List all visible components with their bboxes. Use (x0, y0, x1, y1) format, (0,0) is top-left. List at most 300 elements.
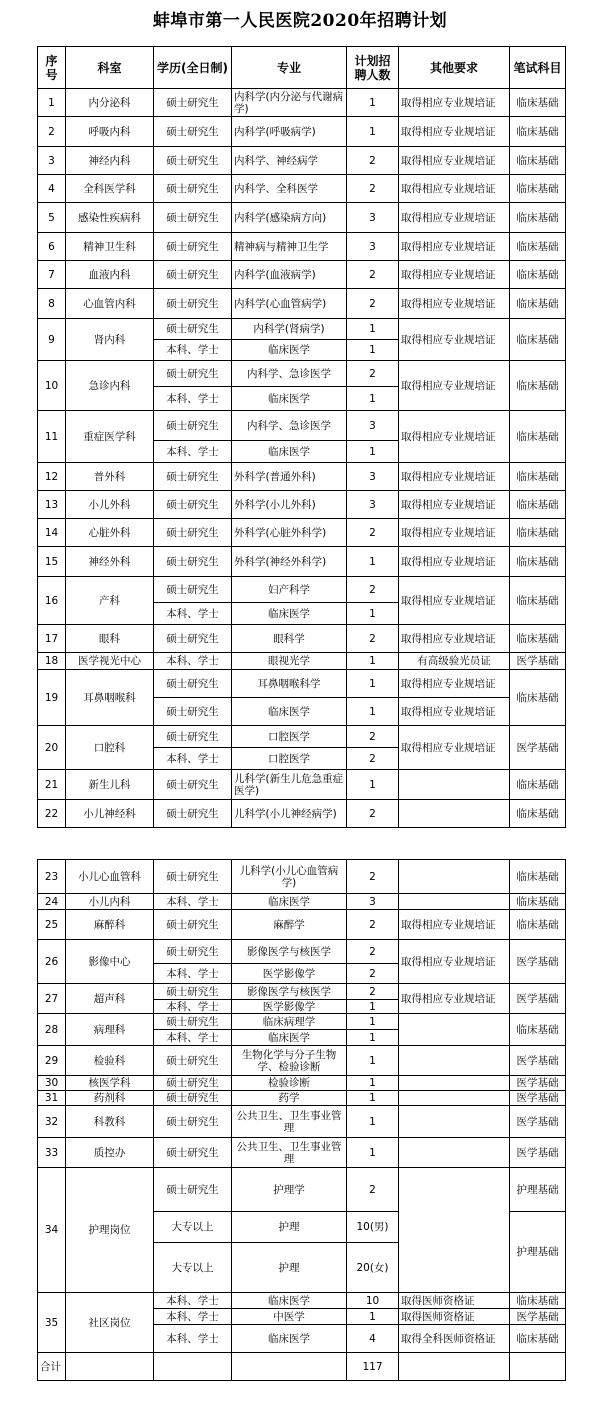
cell-req: 取得相应专业规培证 (399, 147, 510, 175)
cell-count: 1 (347, 1014, 399, 1030)
cell-dept: 检验科 (66, 1046, 154, 1076)
cell-edu: 本科、学士 (154, 387, 232, 411)
cell-count: 2 (347, 289, 399, 319)
cell-dept: 社区岗位 (66, 1293, 154, 1353)
cell-dept: 眼科 (66, 625, 154, 653)
table-row (38, 519, 566, 547)
cell-req (399, 860, 510, 894)
cell-seq: 11 (38, 411, 66, 463)
cell-major: 生物化学与分子生物学、检验诊断 (232, 1046, 347, 1076)
cell-exam: 临床基础 (510, 547, 566, 577)
cell-edu: 硕士研究生 (154, 519, 232, 547)
recruitment-table-part-2 (37, 859, 566, 1381)
table-row (38, 940, 566, 964)
cell-exam: 临床基础 (510, 519, 566, 547)
cell-seq: 19 (38, 670, 66, 726)
cell-req (399, 894, 510, 910)
cell-seq: 34 (38, 1168, 66, 1293)
cell-exam: 临床基础 (510, 233, 566, 261)
total-count: 117 (347, 1353, 399, 1381)
cell-edu: 本科、学士 (154, 1293, 232, 1309)
cell-major: 内科学、神经病学 (232, 147, 347, 175)
table-row (38, 625, 566, 653)
cell-seq: 16 (38, 577, 66, 625)
cell-dept: 小儿外科 (66, 491, 154, 519)
table-row (38, 1293, 566, 1309)
cell-edu: 硕士研究生 (154, 698, 232, 726)
cell-count: 1 (347, 441, 399, 463)
table-row (38, 147, 566, 175)
cell-dept: 麻醉科 (66, 910, 154, 940)
cell-count: 10(男) (347, 1212, 399, 1243)
cell-exam: 医学基础 (510, 1138, 566, 1168)
cell-major: 精神病与精神卫生学 (232, 233, 347, 261)
cell-req (399, 1014, 510, 1046)
cell-dept: 普外科 (66, 463, 154, 491)
table-row (38, 1014, 566, 1030)
cell-exam: 医学基础 (510, 1091, 566, 1106)
cell-major: 护理 (232, 1243, 347, 1293)
cell-seq: 12 (38, 463, 66, 491)
cell-edu: 硕士研究生 (154, 910, 232, 940)
cell-seq: 35 (38, 1293, 66, 1353)
cell-dept: 内分泌科 (66, 89, 154, 117)
cell-major: 内科学、急诊医学 (232, 411, 347, 441)
cell-count: 2 (347, 577, 399, 603)
cell-edu: 本科、学士 (154, 1000, 232, 1014)
cell-count: 1 (347, 387, 399, 411)
cell-major: 临床医学 (232, 340, 347, 361)
cell-count: 2 (347, 147, 399, 175)
cell-exam: 医学基础 (510, 1106, 566, 1138)
cell-req (399, 1138, 510, 1168)
cell-edu: 硕士研究生 (154, 289, 232, 319)
cell-major: 外科学(小儿外科) (232, 491, 347, 519)
header-count: 计划招聘人数 (347, 47, 399, 89)
cell-empty (399, 1353, 510, 1381)
cell-req: 取得相应专业规培证 (399, 233, 510, 261)
header-major: 专业 (232, 47, 347, 89)
cell-exam: 医学基础 (510, 653, 566, 670)
cell-major: 口腔医学 (232, 748, 347, 770)
cell-empty (66, 1353, 154, 1381)
cell-dept: 护理岗位 (66, 1168, 154, 1293)
cell-major: 眼视光学 (232, 653, 347, 670)
cell-edu: 硕士研究生 (154, 670, 232, 698)
cell-major: 影像医学与核医学 (232, 984, 347, 1000)
cell-exam: 临床基础 (510, 261, 566, 289)
cell-edu: 本科、学士 (154, 1325, 232, 1353)
cell-seq: 31 (38, 1091, 66, 1106)
cell-edu: 本科、学士 (154, 748, 232, 770)
cell-req (399, 770, 510, 800)
cell-count: 3 (347, 411, 399, 441)
cell-edu: 本科、学士 (154, 340, 232, 361)
cell-dept: 新生儿科 (66, 770, 154, 800)
cell-exam: 临床基础 (510, 577, 566, 625)
cell-exam: 护理基础 (510, 1212, 566, 1293)
table-row (38, 361, 566, 387)
cell-req: 取得相应专业规培证 (399, 319, 510, 361)
cell-dept: 核医学科 (66, 1076, 154, 1091)
cell-dept: 精神卫生科 (66, 233, 154, 261)
total-label: 合计 (38, 1353, 66, 1381)
cell-exam: 临床基础 (510, 860, 566, 894)
cell-edu: 硕士研究生 (154, 625, 232, 653)
cell-empty (510, 1353, 566, 1381)
cell-edu: 硕士研究生 (154, 175, 232, 203)
cell-req: 有高级验光员证 (399, 653, 510, 670)
cell-seq: 7 (38, 261, 66, 289)
table-row (38, 1076, 566, 1091)
cell-major: 内科学(肾病学) (232, 319, 347, 340)
cell-seq: 22 (38, 800, 66, 828)
cell-dept: 小儿心血管科 (66, 860, 154, 894)
cell-edu: 大专以上 (154, 1243, 232, 1293)
cell-exam: 临床基础 (510, 1014, 566, 1046)
table-row (38, 411, 566, 441)
cell-exam: 护理基础 (510, 1168, 566, 1212)
cell-seq: 33 (38, 1138, 66, 1168)
cell-count: 1 (347, 1106, 399, 1138)
cell-req (399, 1076, 510, 1091)
cell-edu: 本科、学士 (154, 441, 232, 463)
cell-dept: 小儿内科 (66, 894, 154, 910)
cell-count: 1 (347, 1309, 399, 1325)
cell-exam: 临床基础 (510, 491, 566, 519)
table-row (38, 894, 566, 910)
cell-edu: 本科、学士 (154, 603, 232, 625)
cell-req: 取得相应专业规培证 (399, 726, 510, 770)
total-row (38, 1353, 566, 1381)
cell-dept: 心脏外科 (66, 519, 154, 547)
cell-edu: 硕士研究生 (154, 463, 232, 491)
cell-exam: 临床基础 (510, 319, 566, 361)
cell-exam: 临床基础 (510, 800, 566, 828)
cell-req: 取得相应专业规培证 (399, 89, 510, 117)
cell-edu: 硕士研究生 (154, 800, 232, 828)
recruitment-table-part-1 (37, 46, 566, 828)
cell-major: 临床医学 (232, 698, 347, 726)
cell-seq: 14 (38, 519, 66, 547)
table-row (38, 289, 566, 319)
cell-req: 取得医师资格证 (399, 1293, 510, 1309)
cell-major: 临床医学 (232, 441, 347, 463)
cell-seq: 4 (38, 175, 66, 203)
cell-req: 取得医师资格证 (399, 1309, 510, 1325)
cell-req: 取得相应专业规培证 (399, 698, 510, 726)
cell-req: 取得相应专业规培证 (399, 361, 510, 411)
cell-major: 临床医学 (232, 603, 347, 625)
table-row (38, 726, 566, 748)
cell-edu: 本科、学士 (154, 894, 232, 910)
cell-major: 医学影像学 (232, 1000, 347, 1014)
cell-major: 耳鼻咽喉科学 (232, 670, 347, 698)
table-row (38, 1046, 566, 1076)
cell-count: 1 (347, 1046, 399, 1076)
cell-dept: 重症医学科 (66, 411, 154, 463)
header-seq: 序号 (38, 47, 66, 89)
cell-count: 2 (347, 625, 399, 653)
cell-major: 内科学(内分泌与代谢病学) (232, 89, 347, 117)
table-row (38, 800, 566, 828)
cell-major: 内科学(呼吸病学) (232, 117, 347, 147)
cell-seq: 18 (38, 653, 66, 670)
cell-dept: 医学视光中心 (66, 653, 154, 670)
cell-major: 临床医学 (232, 1293, 347, 1309)
cell-count: 1 (347, 1091, 399, 1106)
table-row (38, 463, 566, 491)
cell-count: 1 (347, 319, 399, 340)
cell-seq: 30 (38, 1076, 66, 1091)
table-row (38, 1168, 566, 1212)
cell-count: 20(女) (347, 1243, 399, 1293)
cell-count: 2 (347, 860, 399, 894)
cell-count: 4 (347, 1325, 399, 1353)
cell-major: 麻醉学 (232, 910, 347, 940)
cell-major: 内科学(感染病方向) (232, 203, 347, 233)
cell-dept: 口腔科 (66, 726, 154, 770)
cell-edu: 硕士研究生 (154, 940, 232, 964)
cell-edu: 硕士研究生 (154, 770, 232, 800)
cell-exam: 临床基础 (510, 289, 566, 319)
cell-req (399, 1168, 510, 1293)
cell-dept: 科教科 (66, 1106, 154, 1138)
cell-dept: 肾内科 (66, 319, 154, 361)
cell-count: 2 (347, 800, 399, 828)
cell-req: 取得相应专业规培证 (399, 411, 510, 463)
cell-exam: 医学基础 (510, 1046, 566, 1076)
cell-req (399, 800, 510, 828)
cell-seq: 17 (38, 625, 66, 653)
table-row (38, 984, 566, 1000)
cell-count: 1 (347, 770, 399, 800)
cell-major: 检验诊断 (232, 1076, 347, 1091)
cell-count: 2 (347, 261, 399, 289)
header-dept: 科室 (66, 47, 154, 89)
cell-count: 1 (347, 117, 399, 147)
cell-count: 2 (347, 1168, 399, 1212)
cell-major: 内科学、急诊医学 (232, 361, 347, 387)
cell-major: 药学 (232, 1091, 347, 1106)
cell-exam: 医学基础 (510, 1309, 566, 1325)
cell-edu: 硕士研究生 (154, 1168, 232, 1212)
cell-exam: 医学基础 (510, 940, 566, 984)
cell-edu: 硕士研究生 (154, 117, 232, 147)
cell-major: 临床医学 (232, 894, 347, 910)
cell-exam: 临床基础 (510, 770, 566, 800)
table-row (38, 89, 566, 117)
cell-exam: 临床基础 (510, 1325, 566, 1353)
cell-dept: 药剂科 (66, 1091, 154, 1106)
cell-count: 10 (347, 1293, 399, 1309)
cell-major: 外科学(普通外科) (232, 463, 347, 491)
cell-dept: 神经内科 (66, 147, 154, 175)
cell-req (399, 1046, 510, 1076)
cell-req (399, 1091, 510, 1106)
cell-exam: 临床基础 (510, 147, 566, 175)
cell-edu: 硕士研究生 (154, 984, 232, 1000)
cell-seq: 32 (38, 1106, 66, 1138)
cell-count: 2 (347, 748, 399, 770)
cell-req: 取得相应专业规培证 (399, 261, 510, 289)
cell-count: 2 (347, 940, 399, 964)
cell-empty (232, 1353, 347, 1381)
cell-req: 取得相应专业规培证 (399, 117, 510, 147)
cell-seq: 28 (38, 1014, 66, 1046)
cell-seq: 23 (38, 860, 66, 894)
cell-req: 取得相应专业规培证 (399, 984, 510, 1014)
cell-major: 儿科学(小儿神经病学) (232, 800, 347, 828)
cell-req: 取得相应专业规培证 (399, 519, 510, 547)
table-row (38, 233, 566, 261)
cell-dept: 超声科 (66, 984, 154, 1014)
cell-major: 临床医学 (232, 387, 347, 411)
cell-exam: 临床基础 (510, 670, 566, 726)
cell-edu: 硕士研究生 (154, 361, 232, 387)
cell-exam: 医学基础 (510, 726, 566, 770)
cell-req: 取得相应专业规培证 (399, 203, 510, 233)
cell-seq: 27 (38, 984, 66, 1014)
cell-edu: 硕士研究生 (154, 203, 232, 233)
table-row (38, 547, 566, 577)
cell-edu: 硕士研究生 (154, 577, 232, 603)
cell-edu: 硕士研究生 (154, 411, 232, 441)
cell-seq: 3 (38, 147, 66, 175)
cell-major: 护理学 (232, 1168, 347, 1212)
cell-seq: 25 (38, 910, 66, 940)
cell-count: 1 (347, 547, 399, 577)
cell-edu: 硕士研究生 (154, 860, 232, 894)
cell-seq: 8 (38, 289, 66, 319)
cell-dept: 产科 (66, 577, 154, 625)
cell-dept: 影像中心 (66, 940, 154, 984)
cell-major: 护理 (232, 1212, 347, 1243)
cell-req: 取得相应专业规培证 (399, 625, 510, 653)
cell-count: 2 (347, 175, 399, 203)
cell-dept: 血液内科 (66, 261, 154, 289)
cell-exam: 临床基础 (510, 910, 566, 940)
cell-req: 取得相应专业规培证 (399, 670, 510, 698)
cell-major: 内科学(血液病学) (232, 261, 347, 289)
cell-dept: 质控办 (66, 1138, 154, 1168)
cell-req: 取得相应专业规培证 (399, 463, 510, 491)
cell-edu: 本科、学士 (154, 1030, 232, 1046)
header-exam: 笔试科目 (510, 47, 566, 89)
cell-major: 内科学(心血管病学) (232, 289, 347, 319)
cell-req: 取得相应专业规培证 (399, 910, 510, 940)
cell-count: 3 (347, 491, 399, 519)
cell-major: 临床医学 (232, 1030, 347, 1046)
cell-exam: 临床基础 (510, 203, 566, 233)
cell-exam: 临床基础 (510, 117, 566, 147)
table-row (38, 577, 566, 603)
cell-count: 1 (347, 340, 399, 361)
cell-count: 2 (347, 519, 399, 547)
cell-count: 1 (347, 1138, 399, 1168)
cell-exam: 医学基础 (510, 984, 566, 1014)
cell-count: 1 (347, 603, 399, 625)
cell-seq: 24 (38, 894, 66, 910)
cell-dept: 呼吸内科 (66, 117, 154, 147)
cell-edu: 硕士研究生 (154, 147, 232, 175)
table-row (38, 1091, 566, 1106)
cell-major: 临床医学 (232, 1325, 347, 1353)
cell-seq: 10 (38, 361, 66, 411)
cell-dept: 急诊内科 (66, 361, 154, 411)
cell-seq: 26 (38, 940, 66, 984)
cell-edu: 硕士研究生 (154, 1138, 232, 1168)
cell-seq: 2 (38, 117, 66, 147)
cell-count: 3 (347, 463, 399, 491)
cell-edu: 硕士研究生 (154, 491, 232, 519)
cell-empty (154, 1353, 232, 1381)
cell-count: 1 (347, 1000, 399, 1014)
cell-count: 1 (347, 698, 399, 726)
header-edu: 学历(全日制) (154, 47, 232, 89)
cell-exam: 临床基础 (510, 89, 566, 117)
cell-exam: 临床基础 (510, 463, 566, 491)
cell-major: 外科学(心脏外科学) (232, 519, 347, 547)
cell-count: 3 (347, 233, 399, 261)
cell-seq: 9 (38, 319, 66, 361)
cell-major: 临床病理学 (232, 1014, 347, 1030)
cell-req: 取得相应专业规培证 (399, 289, 510, 319)
cell-req: 取得相应专业规培证 (399, 491, 510, 519)
cell-seq: 20 (38, 726, 66, 770)
cell-req: 取得相应专业规培证 (399, 577, 510, 625)
cell-dept: 神经外科 (66, 547, 154, 577)
cell-edu: 硕士研究生 (154, 1046, 232, 1076)
cell-req: 取得全科医师资格证 (399, 1325, 510, 1353)
cell-seq: 21 (38, 770, 66, 800)
cell-count: 3 (347, 894, 399, 910)
cell-seq: 6 (38, 233, 66, 261)
cell-major: 医学影像学 (232, 964, 347, 984)
cell-req: 取得相应专业规培证 (399, 175, 510, 203)
cell-edu: 硕士研究生 (154, 319, 232, 340)
cell-major: 影像医学与核医学 (232, 940, 347, 964)
cell-dept: 心血管内科 (66, 289, 154, 319)
cell-dept: 感染性疾病科 (66, 203, 154, 233)
cell-dept: 小儿神经科 (66, 800, 154, 828)
table-row (38, 117, 566, 147)
cell-count: 2 (347, 361, 399, 387)
table-row (38, 670, 566, 698)
cell-count: 2 (347, 964, 399, 984)
cell-major: 妇产科学 (232, 577, 347, 603)
cell-major: 内科学、全科医学 (232, 175, 347, 203)
cell-edu: 硕士研究生 (154, 1076, 232, 1091)
cell-count: 1 (347, 670, 399, 698)
cell-seq: 29 (38, 1046, 66, 1076)
cell-seq: 5 (38, 203, 66, 233)
cell-edu: 本科、学士 (154, 1309, 232, 1325)
cell-seq: 15 (38, 547, 66, 577)
cell-req: 取得相应专业规培证 (399, 547, 510, 577)
table-row (38, 319, 566, 340)
cell-seq: 13 (38, 491, 66, 519)
cell-count: 1 (347, 1030, 399, 1046)
table-row (38, 203, 566, 233)
cell-exam: 医学基础 (510, 1076, 566, 1091)
cell-exam: 临床基础 (510, 625, 566, 653)
table-row (38, 261, 566, 289)
cell-exam: 临床基础 (510, 1293, 566, 1309)
cell-dept: 全科医学科 (66, 175, 154, 203)
cell-edu: 本科、学士 (154, 653, 232, 670)
cell-edu: 硕士研究生 (154, 547, 232, 577)
